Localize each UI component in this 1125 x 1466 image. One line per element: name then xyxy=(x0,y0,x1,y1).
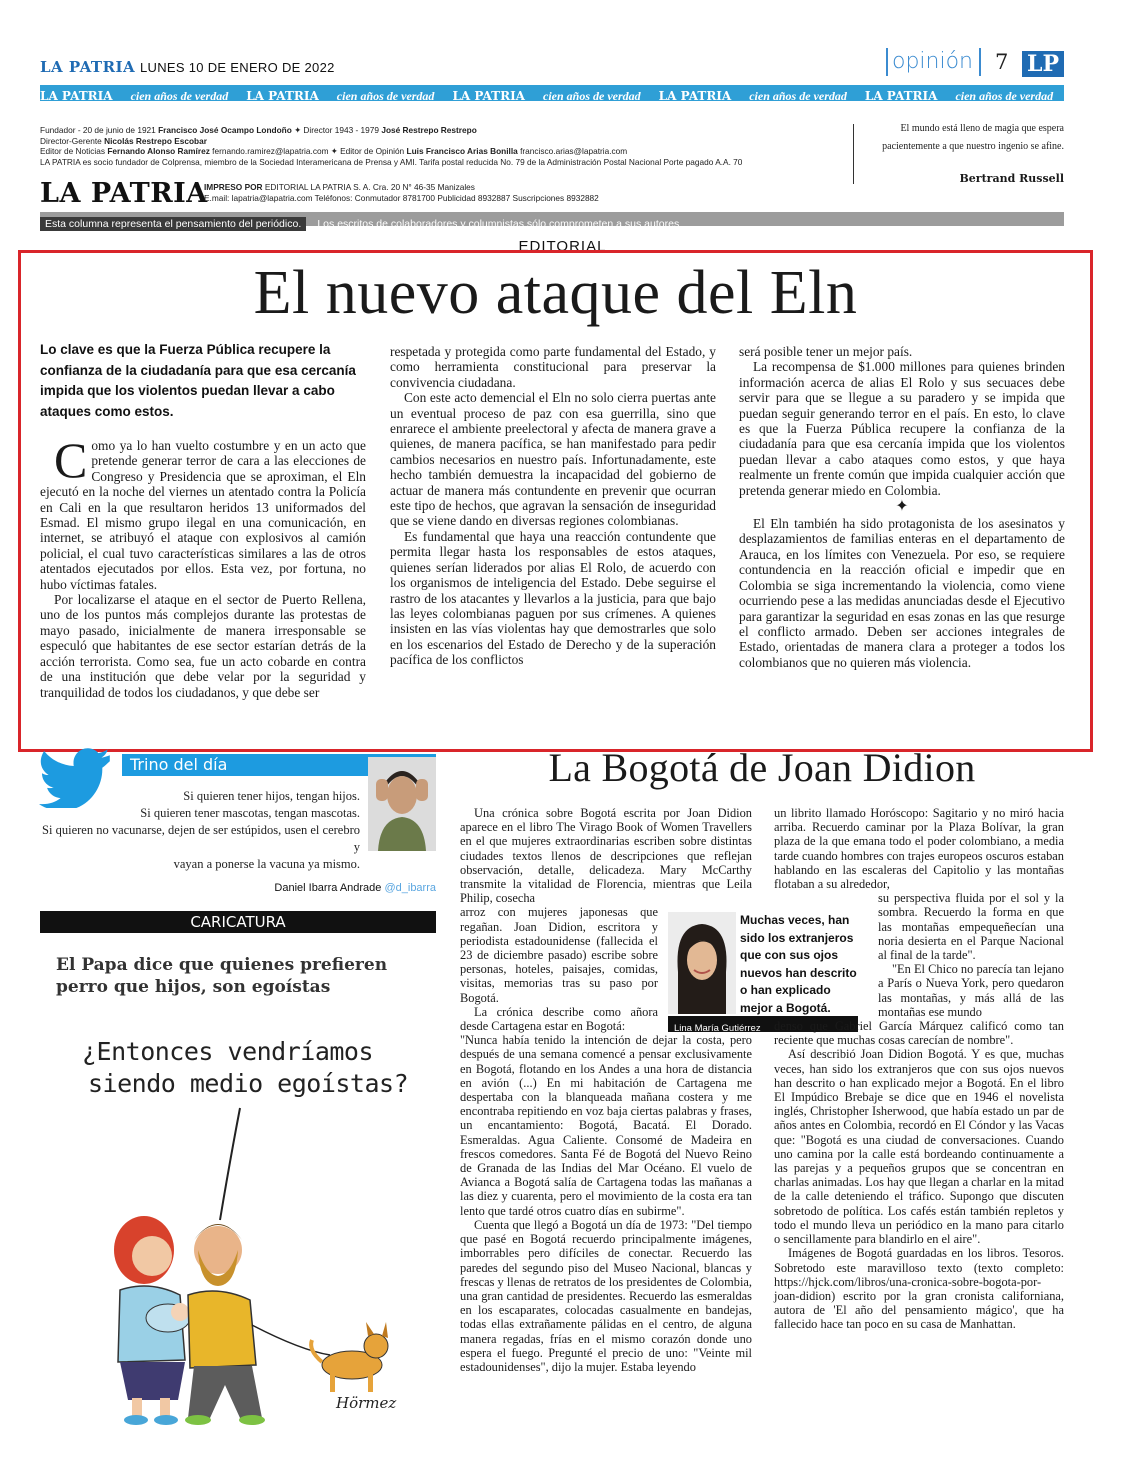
paragraph: La crónica describe como añora desde Cartagena estar en Bogotá: xyxy=(460,1004,658,1034)
dog-head xyxy=(364,1334,388,1358)
editorial-title: El nuevo ataque del Eln xyxy=(253,259,858,327)
quote-line: El mundo está lleno de magia que espera xyxy=(900,123,1064,134)
paragraph: denso que Gabriel García Márquez calificó como tan reciente que muchas cosas carecían de nombre". xyxy=(774,1019,1064,1048)
trino-line: Si quieren no vacunarse, dejen de ser estúpidos, usen el cerebro y xyxy=(42,823,360,854)
leash xyxy=(252,1325,330,1355)
speech-tail xyxy=(220,1108,240,1220)
editorial-col-3 xyxy=(739,344,1065,670)
shoe xyxy=(185,1415,211,1425)
column-col-2 xyxy=(774,806,1064,1332)
founder-label: Fundador - 20 de junio de 1921 xyxy=(40,125,156,135)
quote-of-day xyxy=(866,120,1064,156)
trino-label: Trino del día xyxy=(130,755,228,774)
trino-line: Si quieren tener mascotas, tengan mascotas. xyxy=(140,806,360,820)
printed-by: EDITORIAL LA PATRIA S. A. Cra. 20 N° 46-35 Manizales xyxy=(264,182,475,192)
person-photo-icon xyxy=(668,912,736,1014)
collab-note: Los escritos de colaboradores y columnistas sólo comprometen a sus autores xyxy=(317,218,680,230)
shoe xyxy=(124,1415,148,1425)
trino-text xyxy=(40,788,360,873)
news-editor-label: Editor de Noticias xyxy=(40,146,106,156)
header-brand: LA PATRIA xyxy=(40,58,136,76)
header-date: LUNES 10 DE ENERO DE 2022 xyxy=(140,60,335,75)
opinion-editor-name: Luis Francisco Arias Bonilla xyxy=(406,146,518,156)
caricatura-bar xyxy=(40,911,436,933)
paragraph: omo ya lo han vuelto costumbre y en un acto que pretende generar terror de cara a las elecciones de Congreso y Presidencia que se aproximan, el Eln ejecutó en la noche del viernes un atentado contra la Policía en Cali en la que resultaron heridos 13 uniformados del Esmad. El mismo grupo ilegal en una comunicación, en internet, se atribuyó el ataque con explosivos al camión policial, el cual tuvo características similares a las de otros atentados ejecutados por ellos. Esta vez, por fortuna, no hubo víctimas fatales. xyxy=(40,438,366,592)
trino-byline xyxy=(40,882,436,894)
paragraph: Es fundamental que haya una reacción contundente que permita llegar hasta los responsables de estos ataques, quienes serían liderados por alias El Rolo, de acuerdo con los organismos de inteligencia del Estado. Debe seguirse el rastro de los atacantes y llevarlos a la justicia, para que bajo las leyes colombianas paguen por sus crímenes. A quienes insisten en las vías violentas hay que demostrarles que solo en los escenarios del Estado de Derecho y de la superación pacífica de los conflictos xyxy=(390,528,716,668)
speech-line: ¿Entonces vendríamos xyxy=(82,1037,374,1066)
person-photo-icon xyxy=(368,757,436,851)
news-editor-email: fernando.ramirez@lapatria.com xyxy=(212,146,329,156)
band-brand: LA PATRIA xyxy=(864,89,938,101)
band-tagline: cien años de verdad xyxy=(130,89,229,101)
author-name: Lina María Gutiérrez xyxy=(674,1023,761,1034)
disclaimer-bar xyxy=(40,212,1064,230)
director-name: José Restrepo Restrepo xyxy=(381,125,477,135)
cartoon-speech xyxy=(82,1036,422,1100)
opinion-editor-email: francisco.arias@lapatria.com xyxy=(520,146,628,156)
news-editor-name: Fernando Alonso Ramírez xyxy=(107,146,210,156)
tagline-band xyxy=(40,85,1064,101)
opinion-editor-label: Editor de Opinión xyxy=(340,146,405,156)
trino-line: Si quieren tener hijos, tengan hijos. xyxy=(183,789,360,803)
paragraph: "En El Chico no parecía tan lejano a París o Nueva York, pero quedaron las montañas, y más allá de las montañas ese mundo xyxy=(878,962,1064,1019)
band-tagline: cien años de verdad xyxy=(749,89,847,101)
paragraph-wrap xyxy=(460,905,658,1033)
paragraph-wrap xyxy=(878,891,1064,1019)
author-photo xyxy=(668,912,736,1014)
manager-label: Director-Gerente xyxy=(40,135,102,146)
membership-note: LA PATRIA es socio fundador de Colprensa, miembro de la Sociedad Interamericana de Prensa y AMI. Tarifa postal reducida No. 79 de la Administración Postal Nacional Porte pagado A.A. 70 xyxy=(40,156,743,167)
contact-info: E.mail: lapatria@lapatria.com Teléfonos: Conmutador 8781700 Publicidad 8932887 Suscripciones 8932882 xyxy=(204,192,599,203)
shoe xyxy=(239,1415,265,1425)
column-col-1 xyxy=(460,806,752,1374)
column-note: Esta columna representa el pensamiento del periódico. xyxy=(40,217,306,231)
man-pants xyxy=(188,1366,262,1418)
cartoon-signature: Hörmez xyxy=(336,1394,397,1412)
band-brand: LA PATRIA xyxy=(40,89,113,101)
trino-handle[interactable]: @d_ibarra xyxy=(384,882,436,894)
quote-line: pacientemente a que nuestro ingenio se afine. xyxy=(882,141,1064,152)
director-label: Director 1943 - 1979 xyxy=(303,125,380,135)
paragraph: El Eln también ha sido protagonista de los asesinatos y desplazamientos de familias enteras en el departamento de Arauca, en los límites con Venezuela. Por eso, se requiere contundencia en la reacción oficial e impedir que en Colombia se siga incrementando la violencia, como viene ocurriendo pese a las medidas anunciadas desde el Ejecutivo para garantizar la seguridad en esas zonas en las que resurge el conflicto armado. Deben ser acciones integrales de Estado, orientadas de manera clara a proteger a todos los colombianos que no quieren más violencia. xyxy=(739,516,1065,670)
band-brand: LA PATRIA xyxy=(658,89,732,101)
cartoon-illustration xyxy=(60,1100,430,1430)
section-name: opinión xyxy=(892,49,973,74)
band-tagline: cien años de verdad xyxy=(336,89,435,101)
masthead-credits: Fundador - 20 de junio de 1921 Francisco José Ocampo Londoño ✦ Director 1943 - 1979 José Restrepo Restrepo Director-Gerente Nicolás Restrepo Escobar Editor de Noticias Fernando Alonso Ramírez fernando.ramirez@lapatria.com ✦ Editor de Opinión Luis Francisco Arias Bonilla francisco.arias@lapatria.com LA PATRIA es socio fundador de Colprensa, miembro de la Sociedad Interamericana de Prensa y AMI. Tarifa postal reducida No. 79 de la Administración Postal Nacional Porte pagado A.A. 70 xyxy=(40,125,840,167)
paragraph: su perspectiva fluida por el sol y la sombra. Recuerdo la forma en que las montañas empequeñecían una noria desierta en el Parque Nacional al final de la tarde". xyxy=(878,891,1064,963)
caricatura-caption: El Papa dice que quienes prefieren perro que hijos, son egoístas xyxy=(56,955,388,997)
paragraph: La recompensa de $1.000 millones para quienes brinden información acerca de alias El Rolo y sus secuaces debe servir para que se llegue a su paradero y se impida que puedan seguir generando terror en el país. En esto, lo clave es que la Fuerza Pública recupere la confianza de la ciudadanía para que esa cercanía impida que los violentos puedan llevar a cabo ataques como estos, y que haya realmente un frente común que impida cualquier acción que pretenda generar miedo en Colombia. xyxy=(739,359,1065,498)
paragraph: Con este acto demencial el Eln no solo cierra puertas ante un eventual proceso de paz con esa guerrilla, sino que enrarece el ambiente preelectoral y afecta de manera grave a quienes, de manera pacífica, se han manifestado para pedir cambios necesarios en nuestro país. Infortunadamente, este hecho también demuestra la incapacidad del gobierno de actuar de manera más contundente en prevenir que ocurran este tipo de hechos, que agravan la sensación de inseguridad que se viene dando en diversas regiones colombianas. xyxy=(390,390,716,529)
editorial-col-2 xyxy=(390,344,716,668)
paragraph: Cuenta que llegó a Bogotá un día de 1973: "Del tiempo que pasé en Bogotá recuerdo principalmente imágenes, imborrables pero difíciles de conectar. Recuerdo las paredes del segundo piso del Museo Nacional, blancas y frescas y llenas de retratos de los presidentes de Colombia, una gran cantidad de presidentes. Recuerdo las esmeraldas en los escaparates, colocadas casualmente en bandejas, todas ellas extrañamente pálidas en el centro, de alguna manera regadas, frías en el mismo corazón donde uno espera el fuego. Pregunté el precio de uno: "Veinte mil estadounidenses", dijo la mujer. Estaba leyendo xyxy=(460,1217,752,1374)
separator-diamond: ✦ xyxy=(895,498,909,516)
band-brand: LA PATRIA xyxy=(452,89,525,101)
paragraph: Una crónica sobre Bogotá escrita por Joan Didion aparece en el libro The Virago Book of Women Travellers en el que mujeres extraordinarias escriben sobre distintas ciudades textos llenos de descripciones que reflejan observación, detalle, delicadeza. Mary McCarthy transmite la vitalidad de Florencia, mientras que Leila Philip, cosecha xyxy=(460,806,752,906)
woman-skirt xyxy=(120,1362,185,1400)
paragraph: Imágenes de Bogotá guardadas en los libros. Tesoros. Sobretodo este maravilloso texto (texto completo: https://hjck.com/libros/una-cronica-sobre-bogota-por-joan-didion) escrito por la gran cronista californiana, autora de 'El año del pensamiento mágico', que ha fallecido hace tan poco en su casa de Manhattan. xyxy=(774,1246,1064,1332)
paragraph: Así describió Joan Didion Bogotá. Y es que, muchas veces, han sido los extranjeros que con sus ojos nuevos han descrito o han explicado mejor a Bogotá. En el libro El Impúdico Brebaje se dice que en 1946 el novelista inglés, Christopher Isherwood, que había estado un par de años antes en Colombia, recordó en El Cóndor y las Vacas que: "Bogotá es una ciudad de conversaciones. Cuando uno camina por la calle está bordeando continuamente a las parejas y a pequeños grupos que se concentran en charlas animadas. Los hay que llegan a charlar en la mitad de la calle deteniendo el tráfico. Supongo que discuten sobretodo de política. Los cafés están también repletos y todo el mundo lleva un periódico en la mano para citarlo o sencillamente para blandirlo en el aire". xyxy=(774,1047,1064,1247)
pull-quote: Muchas veces, han sido los extranjeros que con sus ojos nuevos han descrito o han explicado mejor a Bogotá. xyxy=(740,913,857,1015)
masthead-logo: LA PATRIA xyxy=(40,178,208,209)
man-shirt xyxy=(188,1291,256,1368)
shoe xyxy=(154,1415,178,1425)
lp-logo: LP xyxy=(1022,51,1064,77)
speech-line: siendo medio egoístas? xyxy=(88,1069,409,1098)
band-tagline: cien años de verdad xyxy=(955,89,1054,101)
editorial-lead: Lo clave es que la Fuerza Pública recupere la confianza de la ciudadanía para que esa cercanía impida que los violentos puedan llevar a cabo ataques como estos. xyxy=(40,342,356,419)
trino-line: vayan a ponerse la vacuna ya mismo. xyxy=(173,857,360,871)
editorial-kicker: EDITORIAL xyxy=(518,238,607,255)
page-number: 7 xyxy=(995,50,1009,74)
caricatura-label: CARICATURA xyxy=(190,913,286,931)
paragraph: "Nunca había tenido la intención de dejar la costa, pero después de una semana comencé a pensar exclusivamente en Bogotá, flotando en los Andes a una hora de distancia en avión (...) En mi habitación de Cartagena me despertaba con la blanqueada mañana costera y me encontraba repitiendo en voz baja ciertas palabras y frases, un encantamiento: Bogotá, Bacatá. El Dorado. Esmeraldas. Agua Caliente. Consomé de Madeira en frescos comedores. Santa Fé de Bogotá del Nuevo Reino de Granada de las Indias del Mar Océano. El vuelo de Avianca a Bogotá salía de Cartagena todas las mañanas a las diez y cuarenta, pero el movimiento de la costa era tan lento que tardé otros cuatro días en subirme". xyxy=(460,1033,752,1218)
printed-label: IMPRESO POR xyxy=(204,182,263,192)
band-brand: LA PATRIA xyxy=(246,89,319,101)
column-title: La Bogotá de Joan Didion xyxy=(548,745,976,790)
printer-info xyxy=(204,182,844,203)
band-tagline: cien años de verdad xyxy=(543,89,641,101)
editorial-col-1 xyxy=(40,432,366,700)
header-divider xyxy=(886,48,888,76)
woman-head xyxy=(132,1236,172,1276)
paragraph: será posible tener un mejor país. xyxy=(739,344,913,359)
quote-author: Bertrand Russell xyxy=(959,172,1064,185)
header-divider-2 xyxy=(979,48,981,76)
trino-avatar xyxy=(368,757,436,851)
paragraph: un librito llamado Horóscopo: Sagitario y no miró hacia arriba. Recuerdo caminar por la Plaza Bolívar, la gran plaza de la que emana todo el poder colombiano, a media tarde cuando hombres con trajes europeos oscuros estaban hablando en las escaleras del Capitolio y las montañas flotaban a su alrededor, xyxy=(774,806,1064,892)
masthead-divider xyxy=(853,124,854,184)
founder-name: Francisco José Ocampo Londoño xyxy=(158,125,292,135)
paragraph: respetada y protegida como parte fundamental del Estado, y como herramienta constitucional para preservar la convivencia ciudadana. xyxy=(390,344,716,390)
manager-name: Nicolás Restrepo Escobar xyxy=(104,135,207,146)
paragraph: Por localizarse el ataque en el sector de Puerto Rellena, uno de los puntos más complejos durante las protestas de mayo pasado, inicialmente de manera irresponsable se especuló que habitantes de ese sector estarían detrás de la acción terrorista. Como sea, fue un acto cobarde en contra de una institución que debe velar por la seguridad y tranquilidad de todos los ciudadanos, y que debe ser xyxy=(40,592,366,700)
paragraph: arroz con mujeres japonesas que regañan. Joan Didion, escritora y periodista estadounidense (fallecida el 23 de diciembre pasado) escribe sobre personas, hoteles, paisajes, comidas, visitas, memorias tras su paso por Bogotá. xyxy=(460,905,658,1005)
trino-author: Daniel Ibarra Andrade xyxy=(274,882,382,894)
dropcap: C xyxy=(54,432,88,488)
